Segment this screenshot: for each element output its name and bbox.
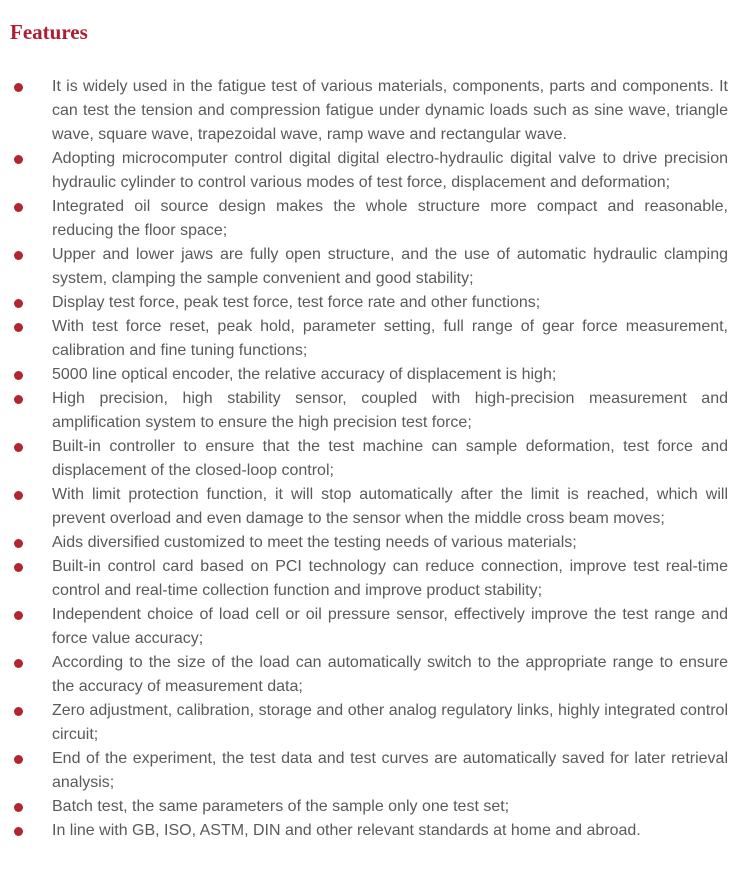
bullet-icon: [14, 251, 23, 260]
feature-text: High precision, high stability sensor, coupled with high-precision measurement and amplification system to ensure the high precision test force;: [52, 390, 728, 431]
feature-item: [0, 195, 750, 243]
feature-text: Built-in controller to ensure that the test machine can sample deformation, test force and displacement of the closed-loop control;: [52, 438, 728, 479]
feature-text: Batch test, the same parameters of the sample only one test set;: [52, 798, 510, 815]
bullet-icon: [14, 611, 23, 620]
feature-text: In line with GB, ISO, ASTM, DIN and other relevant standards at home and abroad.: [52, 822, 641, 839]
feature-item: [0, 819, 750, 843]
bullet-icon: [14, 155, 23, 164]
feature-text: Zero adjustment, calibration, storage and other analog regulatory links, highly integrated control circuit;: [52, 702, 728, 743]
bullet-icon: [14, 203, 23, 212]
bullet-icon: [14, 371, 23, 380]
bullet-icon: [14, 395, 23, 404]
feature-item: [0, 75, 750, 147]
feature-text: Independent choice of load cell or oil pressure sensor, effectively improve the test range and force value accuracy;: [52, 606, 728, 647]
feature-text: Adopting microcomputer control digital digital electro-hydraulic digital valve to drive precision hydraulic cylinder to control various modes of test force, displacement and deformation;: [52, 150, 728, 191]
feature-text: Integrated oil source design makes the whole structure more compact and reasonable, reducing the floor space;: [52, 198, 728, 239]
bullet-icon: [14, 539, 23, 548]
feature-text: With test force reset, peak hold, parameter setting, full range of gear force measurement, calibration and fine tuning functions;: [52, 318, 728, 359]
section-heading: Features: [10, 20, 88, 44]
feature-text: With limit protection function, it will stop automatically after the limit is reached, which will prevent overload and even damage to the sensor when the middle cross beam moves;: [52, 486, 728, 527]
bullet-icon: [14, 299, 23, 308]
feature-item: [0, 147, 750, 195]
feature-text: Aids diversified customized to meet the testing needs of various materials;: [52, 534, 577, 551]
bullet-icon: [14, 803, 23, 812]
bullet-icon: [14, 83, 23, 92]
feature-item: [0, 555, 750, 603]
feature-item: [0, 747, 750, 795]
feature-list: [0, 75, 750, 843]
feature-item: [0, 243, 750, 291]
feature-item: [0, 699, 750, 747]
feature-item: [0, 435, 750, 483]
feature-item: [0, 483, 750, 531]
feature-item: [0, 795, 750, 819]
bullet-icon: [14, 563, 23, 572]
bullet-icon: [14, 755, 23, 764]
feature-item: [0, 315, 750, 363]
bullet-icon: [14, 491, 23, 500]
feature-text: According to the size of the load can automatically switch to the appropriate range to ensure the accuracy of measurement data;: [52, 654, 728, 695]
bullet-icon: [14, 707, 23, 716]
feature-text: Display test force, peak test force, test force rate and other functions;: [52, 294, 541, 311]
feature-item: [0, 363, 750, 387]
bullet-icon: [14, 443, 23, 452]
feature-item: [0, 531, 750, 555]
feature-item: [0, 291, 750, 315]
feature-text: Built-in control card based on PCI technology can reduce connection, improve test real-time control and real-time collection function and improve product stability;: [52, 558, 728, 599]
feature-text: End of the experiment, the test data and test curves are automatically saved for later retrieval analysis;: [52, 750, 728, 791]
feature-text: Upper and lower jaws are fully open structure, and the use of automatic hydraulic clamping system, clamping the sample convenient and good stability;: [52, 246, 728, 287]
feature-text: 5000 line optical encoder, the relative accuracy of displacement is high;: [52, 366, 557, 383]
bullet-icon: [14, 827, 23, 836]
bullet-icon: [14, 323, 23, 332]
feature-text: It is widely used in the fatigue test of various materials, components, parts and components. It can test the tension and compression fatigue under dynamic loads such as sine wave, triangle wave, square wave, trapezoidal wave, ramp wave and rectangular wave.: [52, 78, 728, 143]
feature-item: [0, 603, 750, 651]
feature-item: [0, 651, 750, 699]
bullet-icon: [14, 659, 23, 668]
feature-item: [0, 387, 750, 435]
